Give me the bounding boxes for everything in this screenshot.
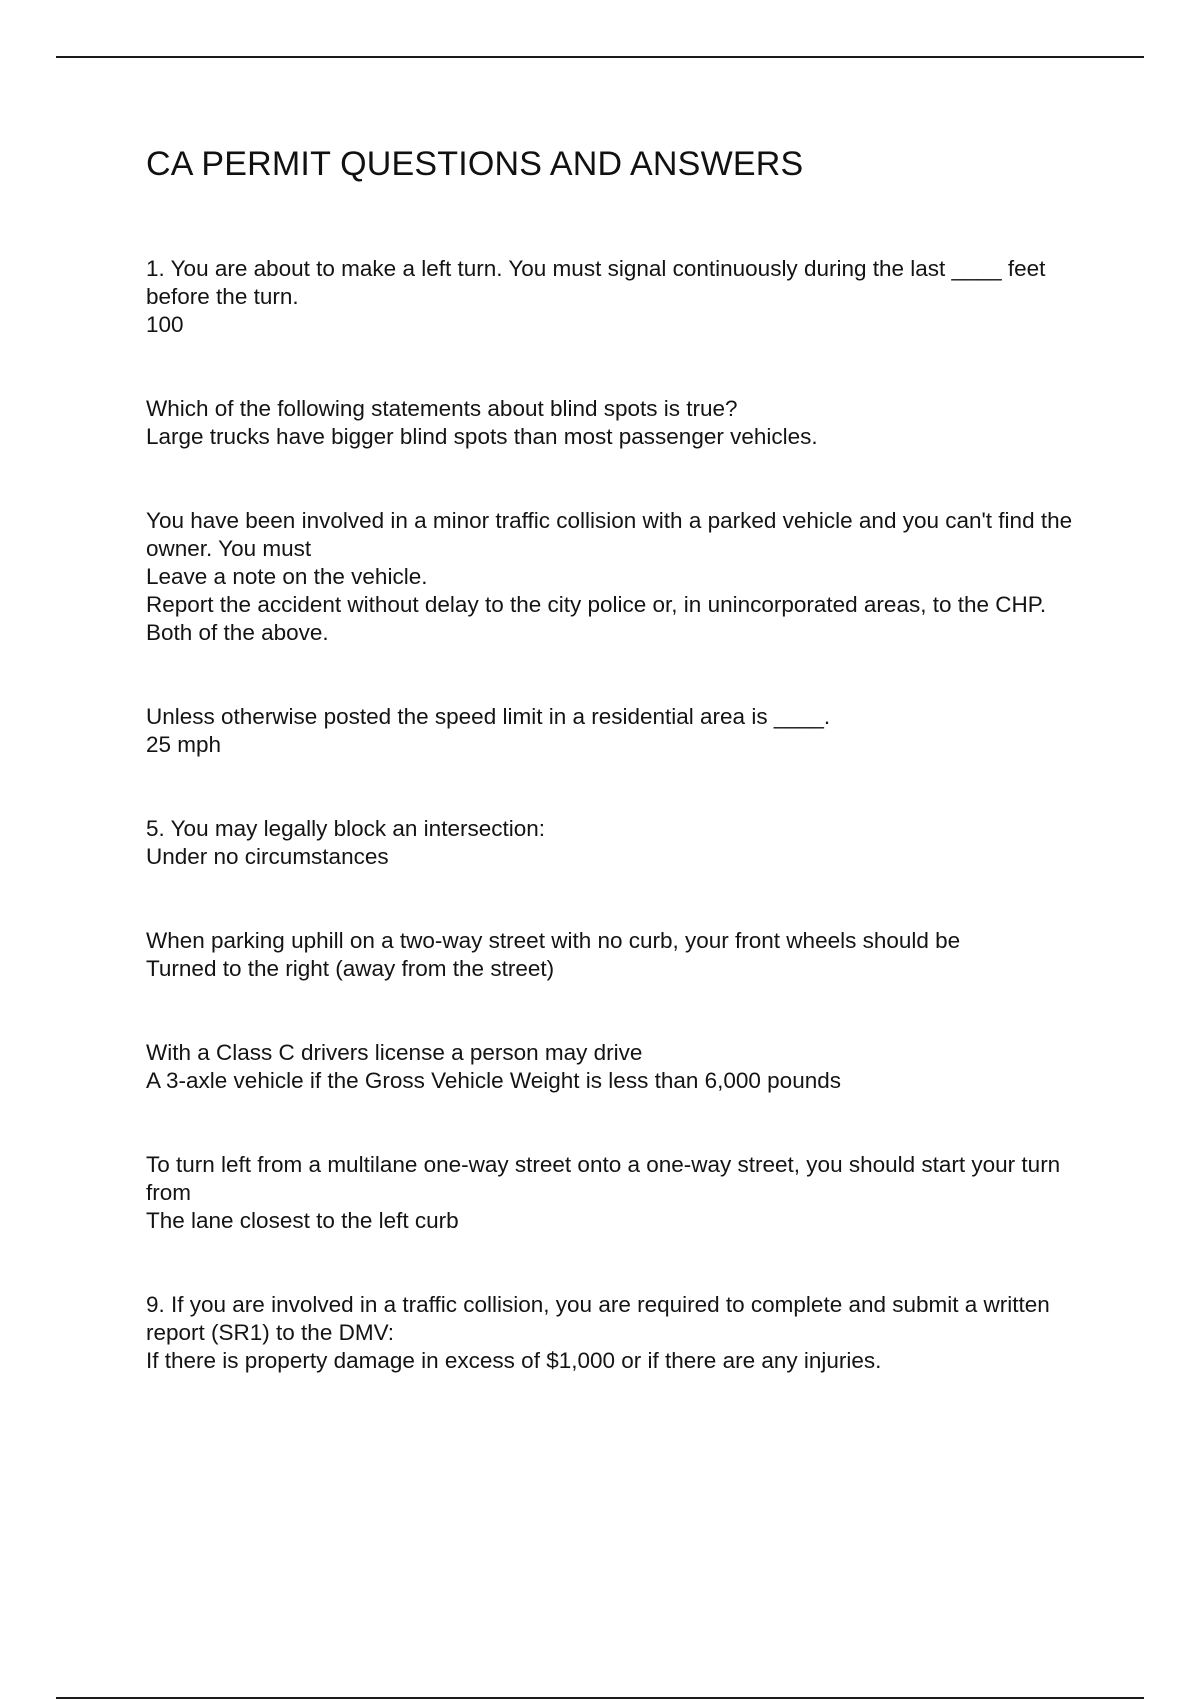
qa-item bbox=[146, 507, 1096, 647]
qa-item bbox=[146, 703, 1096, 759]
top-divider bbox=[56, 56, 1144, 58]
question-text: Which of the following statements about blind spots is true? bbox=[146, 396, 738, 421]
answer-text: 100 bbox=[146, 312, 184, 337]
answer-text: 25 mph bbox=[146, 732, 222, 757]
answer-text: A 3-axle vehicle if the Gross Vehicle Weight is less than 6,000 pounds bbox=[146, 1068, 841, 1093]
qa-item bbox=[146, 815, 1096, 871]
qa-item bbox=[146, 395, 1096, 451]
qa-item bbox=[146, 927, 1096, 983]
answer-text: Large trucks have bigger blind spots than most passenger vehicles. bbox=[146, 424, 818, 449]
qa-list bbox=[146, 255, 1096, 1431]
answer-text: Under no circumstances bbox=[146, 844, 389, 869]
question-text: Unless otherwise posted the speed limit in a residential area is ____. bbox=[146, 704, 831, 729]
qa-item bbox=[146, 1039, 1096, 1095]
question-text: 1. You are about to make a left turn. You must signal continuously during the last ____ feet before the turn. bbox=[146, 256, 1052, 309]
question-text: When parking uphill on a two-way street with no curb, your front wheels should be bbox=[146, 928, 961, 953]
qa-item bbox=[146, 255, 1096, 339]
answer-text: Report the accident without delay to the city police or, in unincorporated areas, to the CHP. bbox=[146, 592, 1047, 617]
bottom-divider bbox=[56, 1697, 1144, 1699]
answer-text: Turned to the right (away from the street) bbox=[146, 956, 555, 981]
question-text: 5. You may legally block an intersection: bbox=[146, 816, 545, 841]
question-text: To turn left from a multilane one-way street onto a one-way street, you should start your turn from bbox=[146, 1152, 1067, 1205]
question-text: With a Class C drivers license a person may drive bbox=[146, 1040, 643, 1065]
question-text: You have been involved in a minor traffic collision with a parked vehicle and you can't find the owner. You must bbox=[146, 508, 1079, 561]
answer-text: The lane closest to the left curb bbox=[146, 1208, 459, 1233]
answer-text: Leave a note on the vehicle. bbox=[146, 564, 428, 589]
document-title: CA PERMIT QUESTIONS AND ANSWERS bbox=[146, 145, 804, 183]
answer-text: If there is property damage in excess of $1,000 or if there are any injuries. bbox=[146, 1348, 882, 1373]
qa-item bbox=[146, 1291, 1096, 1375]
question-text: 9. If you are involved in a traffic collision, you are required to complete and submit a written report (SR1) to the DMV: bbox=[146, 1292, 1057, 1345]
answer-text: Both of the above. bbox=[146, 620, 329, 645]
qa-item bbox=[146, 1151, 1096, 1235]
